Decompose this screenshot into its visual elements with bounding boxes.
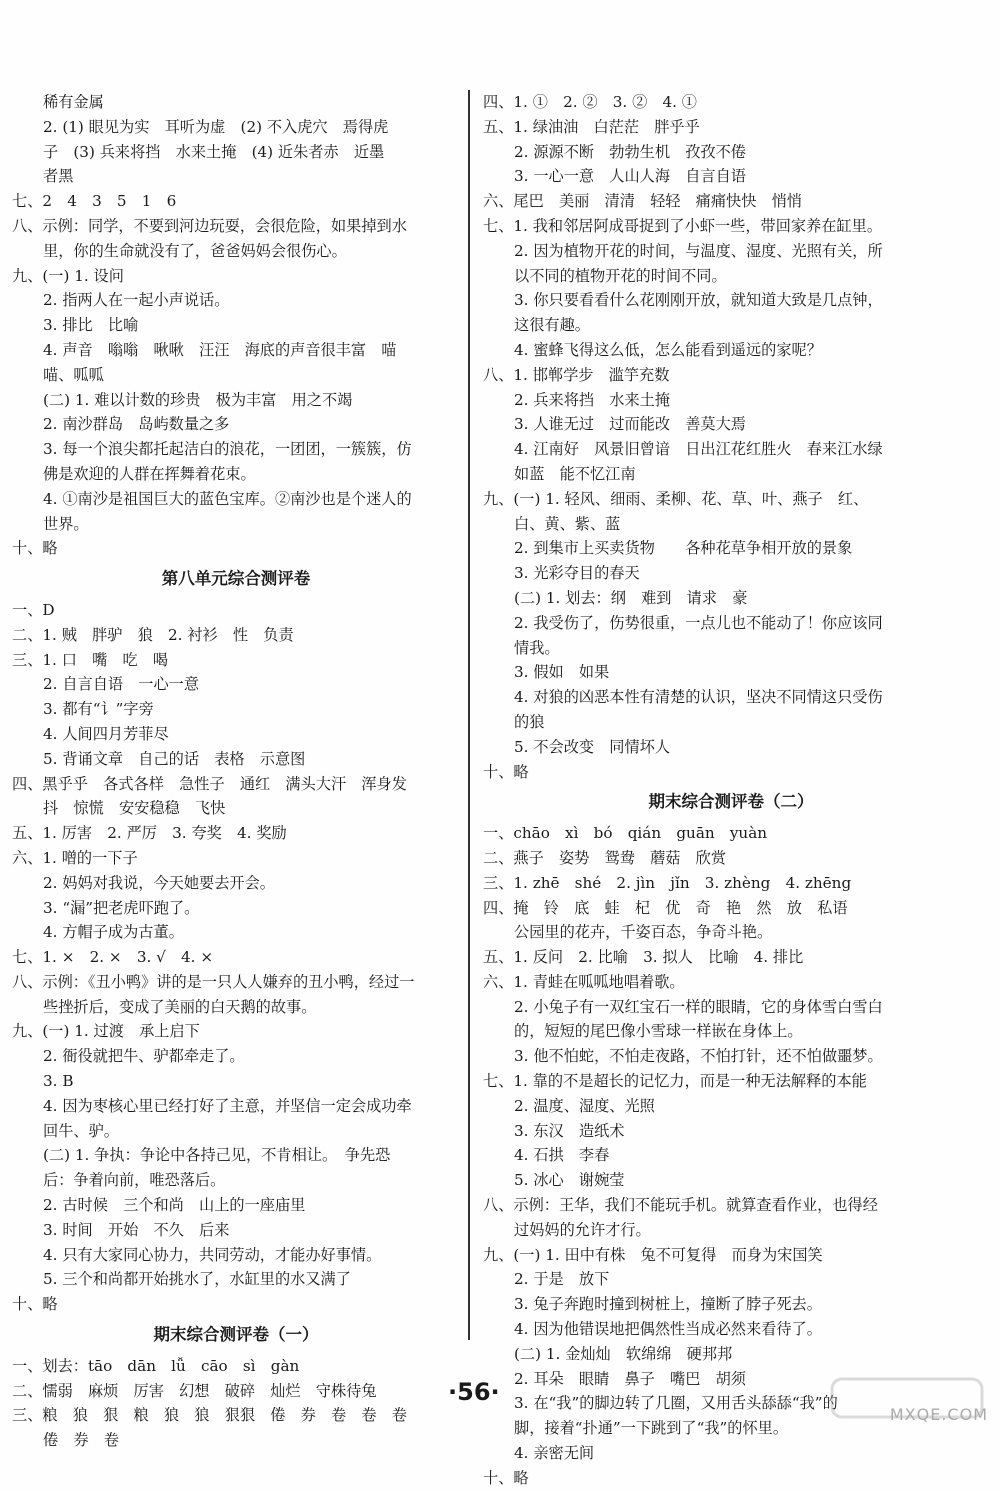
watermark-url: MXQE.COM xyxy=(889,1405,988,1424)
answer-line: 5. 三个和尚都开始挑水了，水缸里的水又满了 xyxy=(43,1270,351,1289)
answer-line: 九、(一) 1. 过渡 承上启下 xyxy=(12,1022,200,1041)
answer-line: 四、掩 铃 底 蛙 杞 优 奇 艳 然 放 私语 xyxy=(483,898,848,917)
answer-line: 二、1. 贼 胖驴 狼 2. 衬衫 性 负责 xyxy=(12,625,294,644)
answer-line: 五、1. 绿油油 白茫茫 胖乎乎 xyxy=(483,117,700,136)
answer-line: (二) 1. 难以计数的珍贵 极为丰富 用之不竭 xyxy=(43,390,353,409)
answer-line: 六、尾巴 美丽 清清 轻轻 痛痛快快 悄悄 xyxy=(483,192,802,211)
answer-line: 2. 兵来将挡 水来土掩 xyxy=(514,390,671,409)
answer-line: 4. 因为枣核心里已经打好了主意，并坚信一定会成功牵 xyxy=(43,1096,412,1115)
answer-line: 2. 小兔子有一双红宝石一样的眼睛，它的身体雪白雪白 xyxy=(514,997,883,1016)
answer-line: 子 (3) 兵来将挡 水来土掩 (4) 近朱者赤 近墨 xyxy=(43,142,385,161)
answer-line: 八、1. 邯郸学步 滥竽充数 xyxy=(483,365,670,384)
answer-line: 里，你的生命就没有了，爸爸妈妈会很伤心。 xyxy=(43,241,347,260)
answer-line: 2. 指两人在一起小声说话。 xyxy=(43,291,230,310)
answer-line: 4. 因为他错误地把偶然性当成必然来看待了。 xyxy=(514,1320,822,1339)
answer-line: 4. 石拱 李春 xyxy=(514,1146,610,1165)
answer-line: (二) 1. 金灿灿 软绵绵 硬邦邦 xyxy=(514,1344,733,1363)
section-heading: 期末综合测评卷（二） xyxy=(648,792,814,812)
answer-line: (二) 1. 划去：纲 难到 请求 豪 xyxy=(514,588,748,607)
answer-line: 3. “漏”把老虎吓跑了。 xyxy=(43,898,200,917)
answer-line: 公园里的花卉，千姿百态，争奇斗艳。 xyxy=(514,923,773,942)
answer-line: 3. B xyxy=(43,1072,74,1091)
answer-line: 过妈妈的允许才行。 xyxy=(514,1220,651,1239)
answer-line: 4. 江南好 风景旧曾谙 日出江花红胜火 春来江水绿 xyxy=(514,440,883,459)
answer-line: 抖 惊慌 安安稳稳 飞快 xyxy=(43,799,226,818)
column-divider xyxy=(468,90,470,1340)
answer-line: 一、chāo xì bó qián guān yuàn xyxy=(483,824,768,843)
answer-line: 七、1. 我和邻居阿成哥捉到了小虾一些，带回家养在缸里。 xyxy=(483,216,883,235)
answer-line: 十、略 xyxy=(483,762,529,781)
answer-line: 2. 于是 放下 xyxy=(514,1270,610,1289)
answer-line: 佛是欢迎的人群在挥舞着花束。 xyxy=(43,464,256,483)
answer-line: 四、1. ① 2. ② 3. ② 4. ① xyxy=(483,93,697,111)
answer-line: 八、示例：《丑小鸭》讲的是一只人人嫌弃的丑小鸭，经过一 xyxy=(12,972,415,991)
answer-line: 3. 一心一意 人山人海 自言自语 xyxy=(514,167,746,186)
answer-line: 十、略 xyxy=(483,1468,529,1487)
answer-line: 4. 亲密无间 xyxy=(514,1444,595,1463)
answer-line: 如蓝 能不忆江南 xyxy=(514,464,636,483)
answer-line: 者黑 xyxy=(43,167,74,186)
answer-line: 四、黑乎乎 各式各样 急性子 通红 满头大汗 浑身发 xyxy=(12,774,407,793)
answer-line: 2. (1) 眼见为实 耳听为虚 (2) 不入虎穴 焉得虎 xyxy=(43,117,389,136)
answer-line: 3. 都有“讠”字旁 xyxy=(43,700,154,719)
answer-line: 这很有趣。 xyxy=(514,316,590,335)
answer-line: 2. 南沙群岛 岛屿数量之多 xyxy=(43,415,230,434)
answer-line: 4. 对狼的凶恶本性有清楚的认识，坚决不同情这只受伤 xyxy=(514,688,883,707)
left-column xyxy=(12,90,460,1453)
answer-line: 三、粮 狼 狠 粮 狼 狼 狠狠 倦 券 卷 卷 卷 xyxy=(12,1406,407,1425)
right-column xyxy=(483,90,979,1491)
answer-line: 稀有金属 xyxy=(43,93,104,111)
answer-line: 回牛、驴。 xyxy=(43,1121,119,1140)
answer-line: 4. 声音 嗡嗡 啾啾 汪汪 海底的声音很丰富 喵 xyxy=(43,340,397,359)
answer-line: 5. 不会改变 同情坏人 xyxy=(514,737,671,756)
answer-line: 倦 券 卷 xyxy=(43,1431,119,1450)
answer-line: 六、1. 噌的一下子 xyxy=(12,848,138,867)
answer-line: 2. 源源不断 勃勃生机 孜孜不倦 xyxy=(514,142,746,161)
answer-line: 世界。 xyxy=(43,514,89,533)
answer-line: 三、1. zhē shé 2. jìn jǐn 3. zhèng 4. zhēng xyxy=(483,873,852,892)
answer-line: 一、D xyxy=(12,600,55,619)
answer-line: 十、略 xyxy=(12,1295,58,1314)
answer-line: 2. 耳朵 眼睛 鼻子 嘴巴 胡须 xyxy=(514,1369,746,1388)
answer-line: 4. 方帽子成为古董。 xyxy=(43,923,184,942)
answer-line: 4. 只有大家同心协力，共同劳动，才能办好事情。 xyxy=(43,1245,382,1264)
answer-line: 二、燕子 姿势 鸳鸯 蘑菇 欣赏 xyxy=(483,848,726,867)
answer-line: 3. 时间 开始 不久 后来 xyxy=(43,1220,230,1239)
answer-line: 白、黄、紫、蓝 xyxy=(514,514,621,533)
answer-line: 2. 自言自语 一心一意 xyxy=(43,675,200,694)
answer-line: 后：争着向前，唯恐落后。 xyxy=(43,1171,226,1190)
answer-line: 二、懦弱 麻烦 厉害 幻想 破碎 灿烂 守株待兔 xyxy=(12,1381,377,1400)
answer-line: 八、示例：同学，不要到河边玩耍，会很危险，如果掉到水 xyxy=(12,216,407,235)
answer-line: 一、划去：tāo dān lǚ cāo sì gàn xyxy=(12,1356,300,1375)
answer-line: 3. 光彩夺目的春天 xyxy=(514,564,640,583)
answer-line: 七、2 4 3 5 1 6 xyxy=(12,192,177,211)
answer-line: 2. 我受伤了，伤势很重，一点儿也不能动了！你应该同 xyxy=(514,613,883,632)
answer-line: 七、1. × 2. × 3. √ 4. × xyxy=(12,948,214,967)
answer-line: 些挫折后，变成了美丽的白天鹅的故事。 xyxy=(43,997,317,1016)
answer-line: 七、1. 靠的不是超长的记忆力，而是一种无法解释的本能 xyxy=(483,1072,867,1091)
answer-line: 5. 背诵文章 自己的话 表格 示意图 xyxy=(43,749,306,768)
answer-line: 2. 古时候 三个和尚 山上的一座庙里 xyxy=(43,1196,306,1215)
answer-line: 九、(一) 1. 设问 xyxy=(12,266,124,285)
answer-line: 4. 人间四月芳菲尽 xyxy=(43,724,169,743)
answer-line: (二) 1. 争执：争论中各持己见，不肯相让。 争先恐 xyxy=(43,1146,391,1165)
answer-line: 3. 每一个浪尖都托起洁白的浪花，一团团，一簇簇，仿 xyxy=(43,440,412,459)
section-heading: 第八单元综合测评卷 xyxy=(161,569,311,589)
answer-line: 4. ①南沙是祖国巨大的蓝色宝库。②南沙也是个迷人的 xyxy=(43,489,412,508)
answer-line: 九、(一) 1. 轻风、细雨、柔柳、花、草、叶、燕子 红、 xyxy=(483,489,869,508)
answer-line: 五、1. 反问 2. 比喻 3. 拟人 比喻 4. 排比 xyxy=(483,948,804,967)
answer-line: 情我。 xyxy=(514,638,560,657)
section-heading: 期末综合测评卷（一） xyxy=(153,1325,319,1345)
answer-line: 5. 冰心 谢婉莹 xyxy=(514,1171,625,1190)
answer-line: 六、1. 青蛙在呱呱地唱着歌。 xyxy=(483,972,685,991)
answer-line: 3. 他不怕蛇，不怕走夜路，不怕打针，还不怕做噩梦。 xyxy=(514,1047,883,1066)
answer-line: 3. 排比 比喻 xyxy=(43,316,139,335)
answer-line: 五、1. 厉害 2. 严厉 3. 夸奖 4. 奖励 xyxy=(12,824,287,843)
answer-line: 3. 人谁无过 过而能改 善莫大焉 xyxy=(514,415,746,434)
answer-line: 3. 你只要看看什么花刚刚开放，就知道大致是几点钟， xyxy=(514,291,883,310)
answer-line: 4. 蜜蜂飞得这么低，怎么能看到遥远的家呢？ xyxy=(514,340,822,359)
answer-line: 3. 假如 如果 xyxy=(514,663,610,682)
answer-line: 2. 温度、湿度、光照 xyxy=(514,1096,655,1115)
answer-line: 的，短短的尾巴像小雪球一样嵌在身体上。 xyxy=(514,1022,803,1041)
page-number: ·56· xyxy=(448,1378,500,1406)
answer-line: 三、1. 口 嘴 吃 喝 xyxy=(12,650,169,669)
answer-line: 2. 因为植物开花的时间，与温度、湿度、光照有关，所 xyxy=(514,241,883,260)
answer-line: 以不同的植物开花的时间不同。 xyxy=(514,266,727,285)
answer-line: 的狼 xyxy=(514,712,545,731)
answer-line: 喵、呱呱 xyxy=(43,365,104,384)
answer-line: 九、(一) 1. 田中有株 兔不可复得 而身为宋国笑 xyxy=(483,1245,823,1264)
answer-line: 3. 兔子奔跑时撞到树桩上，撞断了脖子死去。 xyxy=(514,1295,822,1314)
answer-line: 2. 到集市上买卖货物 各种花草争相开放的景象 xyxy=(514,539,853,558)
answer-line: 3. 在“我”的脚边转了几圈，又用舌头舔舔“我”的 xyxy=(514,1394,838,1413)
answer-line: 2. 妈妈对我说，今天她要去开会。 xyxy=(43,873,275,892)
answer-line: 3. 东汉 造纸术 xyxy=(514,1121,625,1140)
answer-line: 脚，接着“扑通”一下跳到了“我”的怀里。 xyxy=(514,1419,789,1438)
answer-line: 八、示例：王华，我们不能玩手机。就算查看作业，也得经 xyxy=(483,1196,878,1215)
answer-line: 2. 衙役就把牛、驴都牵走了。 xyxy=(43,1047,245,1066)
answer-line: 十、略 xyxy=(12,539,58,558)
